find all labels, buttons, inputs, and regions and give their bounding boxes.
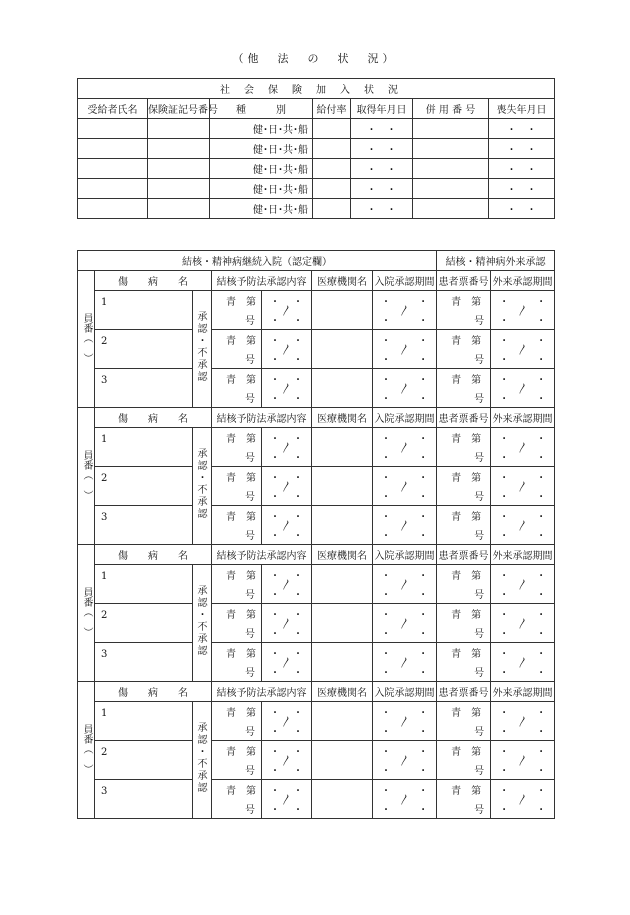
patient-go-cell[interactable]: 号 xyxy=(437,310,491,330)
row-number: 1 xyxy=(101,297,108,308)
approval-label: 承認・不承認 xyxy=(195,585,206,657)
col-medical-institution: 医療機関名 xyxy=(312,545,373,565)
approval-label: 承認・不承認 xyxy=(195,448,206,520)
admission-period-cell[interactable]: ・ ・ 〳 ・ ・ xyxy=(373,604,437,643)
approval-period-cell[interactable]: ・ ・ 〳 ・ ・ xyxy=(262,506,312,545)
lost-date-cell[interactable]: ・ ・ xyxy=(489,199,555,219)
approval-period-cell[interactable]: ・ ・ 〳 ・ ・ xyxy=(262,428,312,467)
tb-entry-row xyxy=(78,291,555,311)
medical-institution-cell[interactable] xyxy=(312,291,373,330)
approval-period-cell[interactable]: ・ ・ 〳 ・ ・ xyxy=(262,330,312,369)
patient-blue-cell[interactable]: 青 第 xyxy=(437,291,491,311)
col-medical-institution: 医療機関名 xyxy=(312,271,373,291)
col-outpatient-period: 外来承認期間 xyxy=(491,682,555,702)
medical-institution-cell[interactable] xyxy=(312,741,373,780)
medical-institution-cell[interactable] xyxy=(312,604,373,643)
benefit-rate-cell[interactable] xyxy=(313,179,351,199)
tb-entry-row xyxy=(78,467,555,487)
approval-blue-cell[interactable]: 青 第 xyxy=(212,702,262,722)
medical-institution-cell[interactable] xyxy=(312,780,373,819)
approval-blue-cell[interactable]: 青 第 xyxy=(212,330,262,350)
row-number: 1 xyxy=(101,571,108,582)
insurance-number-cell[interactable] xyxy=(148,139,210,159)
medical-institution-cell[interactable] xyxy=(312,330,373,369)
approval-blue-cell[interactable]: 青 第 xyxy=(212,369,262,389)
patient-blue-cell[interactable]: 青 第 xyxy=(437,741,491,761)
member-label: 員番（ ） xyxy=(81,449,92,500)
disease-name-cell[interactable] xyxy=(95,428,193,467)
col-admission-period: 入院承認期間 xyxy=(373,682,437,702)
row-number: 2 xyxy=(101,610,108,621)
page-title: （他 法 の 状 況） xyxy=(232,52,398,65)
approval-period-cell[interactable]: ・ ・ 〳 ・ ・ xyxy=(262,604,312,643)
disease-name-cell[interactable] xyxy=(95,369,193,408)
medical-institution-cell[interactable] xyxy=(312,428,373,467)
benefit-rate-cell[interactable] xyxy=(313,139,351,159)
approval-blue-cell[interactable]: 青 第 xyxy=(212,780,262,800)
col-outpatient-period: 外来承認期間 xyxy=(491,408,555,428)
approval-blue-cell[interactable]: 青 第 xyxy=(212,643,262,663)
medical-institution-cell[interactable] xyxy=(312,369,373,408)
tb-header-row xyxy=(78,408,555,428)
approval-go-cell[interactable]: 号 xyxy=(212,349,262,369)
outpatient-period-cell[interactable]: ・ ・ 〳 ・ ・ xyxy=(491,428,555,467)
patient-go-cell[interactable]: 号 xyxy=(437,349,491,369)
member-label: 員番（ ） xyxy=(81,586,92,637)
social-row xyxy=(78,159,555,179)
col-patient-number: 患者票番号 xyxy=(437,408,491,428)
combined-number-cell[interactable] xyxy=(413,199,489,219)
medical-institution-cell[interactable] xyxy=(312,467,373,506)
outpatient-period-cell[interactable]: ・ ・ 〳 ・ ・ xyxy=(491,741,555,780)
row-number: 3 xyxy=(101,786,108,797)
approval-blue-cell[interactable]: 青 第 xyxy=(212,428,262,448)
lost-date-cell[interactable]: ・ ・ xyxy=(489,119,555,139)
approval-period-cell[interactable]: ・ ・ 〳 ・ ・ xyxy=(262,369,312,408)
benefit-rate-cell[interactable] xyxy=(313,159,351,179)
recipient-name-cell[interactable] xyxy=(78,139,148,159)
benefit-rate-cell[interactable] xyxy=(313,119,351,139)
patient-go-cell[interactable]: 号 xyxy=(437,760,491,780)
approval-label: 承認・不承認 xyxy=(195,722,206,794)
combined-number-cell[interactable] xyxy=(413,179,489,199)
disease-name-cell[interactable] xyxy=(95,702,193,741)
col-patient-number: 患者票番号 xyxy=(437,682,491,702)
disease-name-cell[interactable] xyxy=(95,330,193,369)
patient-blue-cell[interactable]: 青 第 xyxy=(437,428,491,448)
col-disease-name: 傷 病 名 xyxy=(95,545,212,565)
admission-period-cell[interactable]: ・ ・ 〳 ・ ・ xyxy=(373,428,437,467)
admission-period-cell[interactable]: ・ ・ 〳 ・ ・ xyxy=(373,643,437,682)
tb-entry-row xyxy=(78,780,555,800)
approval-go-cell[interactable]: 号 xyxy=(212,388,262,408)
patient-blue-cell[interactable]: 青 第 xyxy=(437,565,491,585)
kind-cell[interactable]: 健･日･共･船 xyxy=(210,199,313,219)
disease-name-cell[interactable] xyxy=(95,604,193,643)
col-disease-name: 傷 病 名 xyxy=(95,271,212,291)
recipient-name-cell[interactable] xyxy=(78,179,148,199)
approval-period-cell[interactable]: ・ ・ 〳 ・ ・ xyxy=(262,291,312,330)
row-number: 3 xyxy=(101,649,108,660)
approval-period-cell[interactable]: ・ ・ 〳 ・ ・ xyxy=(262,565,312,604)
kind-cell[interactable]: 健･日･共･船 xyxy=(210,119,313,139)
col-outpatient-period: 外来承認期間 xyxy=(491,545,555,565)
tb-entry-row xyxy=(78,369,555,389)
row-number: 3 xyxy=(101,375,108,386)
tb-entry-row xyxy=(78,506,555,526)
disease-name-cell[interactable] xyxy=(95,780,193,819)
recipient-name-cell[interactable] xyxy=(78,159,148,179)
member-label: 員番（ ） xyxy=(81,723,92,774)
disease-name-cell[interactable] xyxy=(95,643,193,682)
approval-go-cell[interactable]: 号 xyxy=(212,310,262,330)
col-outpatient-period: 外来承認期間 xyxy=(491,271,555,291)
social-section-title: 社会保険加入状況 xyxy=(78,79,555,99)
patient-blue-cell[interactable]: 青 第 xyxy=(437,604,491,624)
tb-entry-row xyxy=(78,604,555,624)
member-number-cell[interactable] xyxy=(78,271,95,408)
approval-label: 承認・不承認 xyxy=(195,311,206,383)
tb-entry-row xyxy=(78,428,555,448)
insurance-number-cell[interactable] xyxy=(148,199,210,219)
social-insurance-table xyxy=(77,78,555,219)
recipient-name-cell[interactable] xyxy=(78,199,148,219)
approval-go-cell[interactable]: 号 xyxy=(212,584,262,604)
approval-period-cell[interactable]: ・ ・ 〳 ・ ・ xyxy=(262,702,312,741)
outpatient-period-cell[interactable]: ・ ・ 〳 ・ ・ xyxy=(491,330,555,369)
col-patient-number: 患者票番号 xyxy=(437,545,491,565)
col-tb-approval: 結核予防法承認内容 xyxy=(212,545,312,565)
patient-go-cell[interactable]: 号 xyxy=(437,721,491,741)
lost-date-cell[interactable]: ・ ・ xyxy=(489,159,555,179)
insurance-number-cell[interactable] xyxy=(148,159,210,179)
tb-entry-row xyxy=(78,702,555,722)
col-kind: 種 別 xyxy=(210,99,313,119)
col-admission-period: 入院承認期間 xyxy=(373,271,437,291)
patient-blue-cell[interactable]: 青 第 xyxy=(437,369,491,389)
tb-entry-row xyxy=(78,741,555,761)
combined-number-cell[interactable] xyxy=(413,159,489,179)
col-recipient-name: 受給者氏名 xyxy=(78,99,148,119)
row-number: 2 xyxy=(101,336,108,347)
combined-number-cell[interactable] xyxy=(413,119,489,139)
social-row xyxy=(78,199,555,219)
col-disease-name: 傷 病 名 xyxy=(95,682,212,702)
benefit-rate-cell[interactable] xyxy=(313,199,351,219)
tb-entry-row xyxy=(78,643,555,663)
tb-entry-row xyxy=(78,330,555,350)
outpatient-period-cell[interactable]: ・ ・ 〳 ・ ・ xyxy=(491,643,555,682)
patient-blue-cell[interactable]: 青 第 xyxy=(437,780,491,800)
tb-header-row xyxy=(78,682,555,702)
member-number-cell[interactable] xyxy=(78,545,95,682)
tuberculosis-table xyxy=(77,250,555,819)
approval-period-cell[interactable]: ・ ・ 〳 ・ ・ xyxy=(262,643,312,682)
medical-institution-cell[interactable] xyxy=(312,506,373,545)
col-admission-period: 入院承認期間 xyxy=(373,545,437,565)
admission-period-cell[interactable]: ・ ・ 〳 ・ ・ xyxy=(373,741,437,780)
col-combined-number: 併 用 番 号 xyxy=(413,99,489,119)
approval-go-cell[interactable]: 号 xyxy=(212,525,262,545)
kind-cell[interactable]: 健･日･共･船 xyxy=(210,139,313,159)
admission-period-cell[interactable]: ・ ・ 〳 ・ ・ xyxy=(373,506,437,545)
member-number-cell[interactable] xyxy=(78,682,95,819)
patient-go-cell[interactable]: 号 xyxy=(437,525,491,545)
admission-period-cell[interactable]: ・ ・ 〳 ・ ・ xyxy=(373,291,437,330)
recipient-name-cell[interactable] xyxy=(78,119,148,139)
approval-cell[interactable] xyxy=(193,702,212,819)
approval-go-cell[interactable]: 号 xyxy=(212,799,262,819)
member-number-cell[interactable] xyxy=(78,408,95,545)
disease-name-cell[interactable] xyxy=(95,467,193,506)
patient-go-cell[interactable]: 号 xyxy=(437,486,491,506)
tb-header-row xyxy=(78,545,555,565)
approval-go-cell[interactable]: 号 xyxy=(212,662,262,682)
acquired-date-cell[interactable]: ・ ・ xyxy=(351,199,413,219)
row-number: 3 xyxy=(101,512,108,523)
lost-date-cell[interactable]: ・ ・ xyxy=(489,139,555,159)
patient-go-cell[interactable]: 号 xyxy=(437,662,491,682)
social-row xyxy=(78,139,555,159)
approval-blue-cell[interactable]: 青 第 xyxy=(212,467,262,487)
social-row xyxy=(78,119,555,139)
approval-cell[interactable] xyxy=(193,428,212,545)
col-tb-approval: 結核予防法承認内容 xyxy=(212,408,312,428)
disease-name-cell[interactable] xyxy=(95,291,193,330)
acquired-date-cell[interactable]: ・ ・ xyxy=(351,139,413,159)
patient-go-cell[interactable]: 号 xyxy=(437,799,491,819)
medical-institution-cell[interactable] xyxy=(312,643,373,682)
disease-name-cell[interactable] xyxy=(95,741,193,780)
patient-go-cell[interactable]: 号 xyxy=(437,584,491,604)
approval-go-cell[interactable]: 号 xyxy=(212,486,262,506)
approval-go-cell[interactable]: 号 xyxy=(212,721,262,741)
patient-go-cell[interactable]: 号 xyxy=(437,388,491,408)
lost-date-cell[interactable]: ・ ・ xyxy=(489,179,555,199)
col-medical-institution: 医療機関名 xyxy=(312,408,373,428)
approval-period-cell[interactable]: ・ ・ 〳 ・ ・ xyxy=(262,467,312,506)
acquired-date-cell[interactable]: ・ ・ xyxy=(351,119,413,139)
tb-header-row xyxy=(78,271,555,291)
approval-go-cell[interactable]: 号 xyxy=(212,447,262,467)
approval-blue-cell[interactable]: 青 第 xyxy=(212,291,262,311)
outpatient-period-cell[interactable]: ・ ・ 〳 ・ ・ xyxy=(491,780,555,819)
row-number: 2 xyxy=(101,473,108,484)
approval-blue-cell[interactable]: 青 第 xyxy=(212,604,262,624)
col-lost-date: 喪失年月日 xyxy=(489,99,555,119)
approval-period-cell[interactable]: ・ ・ 〳 ・ ・ xyxy=(262,741,312,780)
member-label: 員番（ ） xyxy=(81,312,92,363)
insurance-number-cell[interactable] xyxy=(148,119,210,139)
col-disease-name: 傷 病 名 xyxy=(95,408,212,428)
patient-blue-cell[interactable]: 青 第 xyxy=(437,702,491,722)
approval-period-cell[interactable]: ・ ・ 〳 ・ ・ xyxy=(262,780,312,819)
approval-cell[interactable] xyxy=(193,565,212,682)
admission-period-cell[interactable]: ・ ・ 〳 ・ ・ xyxy=(373,330,437,369)
row-number: 2 xyxy=(101,747,108,758)
admission-period-cell[interactable]: ・ ・ 〳 ・ ・ xyxy=(373,565,437,604)
outpatient-period-cell[interactable]: ・ ・ 〳 ・ ・ xyxy=(491,467,555,506)
patient-go-cell[interactable]: 号 xyxy=(437,623,491,643)
patient-go-cell[interactable]: 号 xyxy=(437,447,491,467)
admission-period-cell[interactable]: ・ ・ 〳 ・ ・ xyxy=(373,467,437,506)
insurance-number-cell[interactable] xyxy=(148,179,210,199)
col-benefit-rate: 給付率 xyxy=(313,99,351,119)
acquired-date-cell[interactable]: ・ ・ xyxy=(351,179,413,199)
acquired-date-cell[interactable]: ・ ・ xyxy=(351,159,413,179)
patient-blue-cell[interactable]: 青 第 xyxy=(437,643,491,663)
kind-cell[interactable]: 健･日･共･船 xyxy=(210,159,313,179)
patient-blue-cell[interactable]: 青 第 xyxy=(437,506,491,526)
col-admission-period: 入院承認期間 xyxy=(373,408,437,428)
approval-go-cell[interactable]: 号 xyxy=(212,760,262,780)
row-number: 1 xyxy=(101,434,108,445)
col-acquired-date: 取得年月日 xyxy=(351,99,413,119)
outpatient-period-cell[interactable]: ・ ・ 〳 ・ ・ xyxy=(491,291,555,330)
col-medical-institution: 医療機関名 xyxy=(312,682,373,702)
medical-institution-cell[interactable] xyxy=(312,702,373,741)
tb-section-title-right: 結核・精神病外来承認 xyxy=(437,251,555,271)
approval-blue-cell[interactable]: 青 第 xyxy=(212,741,262,761)
outpatient-period-cell[interactable]: ・ ・ 〳 ・ ・ xyxy=(491,565,555,604)
admission-period-cell[interactable]: ・ ・ 〳 ・ ・ xyxy=(373,702,437,741)
disease-name-cell[interactable] xyxy=(95,506,193,545)
tb-entry-row xyxy=(78,565,555,585)
approval-cell[interactable] xyxy=(193,291,212,408)
approval-go-cell[interactable]: 号 xyxy=(212,623,262,643)
col-tb-approval: 結核予防法承認内容 xyxy=(212,682,312,702)
social-header-row xyxy=(78,99,555,119)
col-tb-approval: 結核予防法承認内容 xyxy=(212,271,312,291)
outpatient-period-cell[interactable]: ・ ・ 〳 ・ ・ xyxy=(491,702,555,741)
medical-institution-cell[interactable] xyxy=(312,565,373,604)
patient-blue-cell[interactable]: 青 第 xyxy=(437,330,491,350)
approval-blue-cell[interactable]: 青 第 xyxy=(212,506,262,526)
outpatient-period-cell[interactable]: ・ ・ 〳 ・ ・ xyxy=(491,604,555,643)
approval-blue-cell[interactable]: 青 第 xyxy=(212,565,262,585)
tb-section-title: 結核・精神病継続入院（認定欄） xyxy=(78,251,437,271)
col-insurance-number: 保険証記号番号 xyxy=(148,99,210,119)
outpatient-period-cell[interactable]: ・ ・ 〳 ・ ・ xyxy=(491,369,555,408)
disease-name-cell[interactable] xyxy=(95,565,193,604)
patient-blue-cell[interactable]: 青 第 xyxy=(437,467,491,487)
combined-number-cell[interactable] xyxy=(413,139,489,159)
col-patient-number: 患者票番号 xyxy=(437,271,491,291)
outpatient-period-cell[interactable]: ・ ・ 〳 ・ ・ xyxy=(491,506,555,545)
kind-cell[interactable]: 健･日･共･船 xyxy=(210,179,313,199)
row-number: 1 xyxy=(101,708,108,719)
admission-period-cell[interactable]: ・ ・ 〳 ・ ・ xyxy=(373,369,437,408)
social-row xyxy=(78,179,555,199)
admission-period-cell[interactable]: ・ ・ 〳 ・ ・ xyxy=(373,780,437,819)
